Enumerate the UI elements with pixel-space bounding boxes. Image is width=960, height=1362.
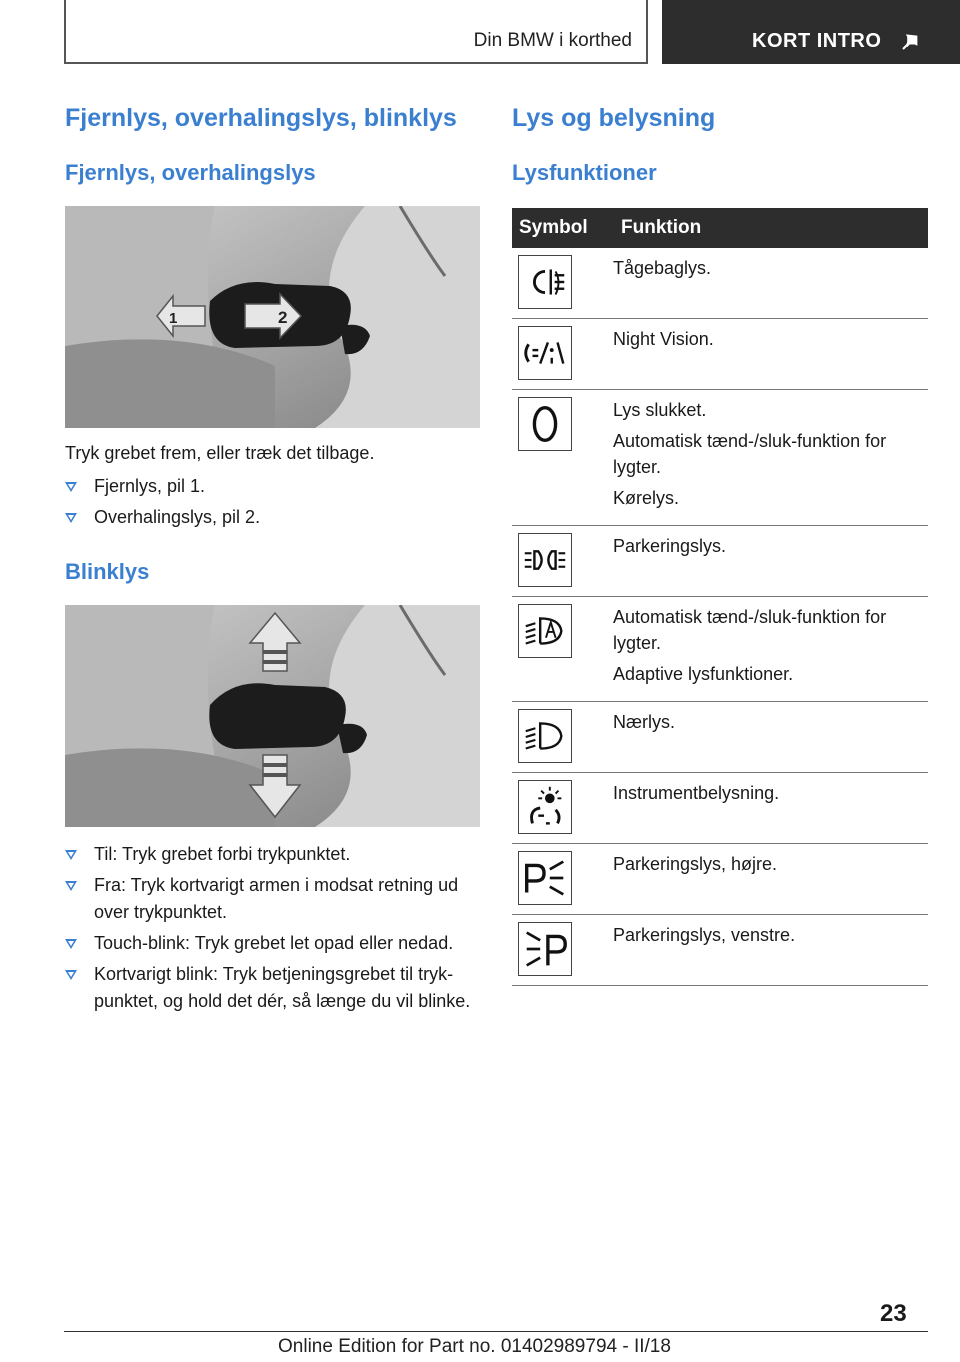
turn-signal-list xyxy=(65,841,480,1015)
table-row xyxy=(512,915,928,986)
chapter-tab-label: KORT INTRO xyxy=(752,30,882,52)
photo-label-2: 2 xyxy=(278,308,288,327)
list-item xyxy=(65,961,480,1015)
bullet-triangle-icon xyxy=(65,939,77,949)
col-header-function: Funktion xyxy=(613,208,928,248)
table-row xyxy=(512,773,928,844)
high-beam-instruction: Tryk grebet frem, eller træk det tilbage. xyxy=(65,443,375,463)
list-item-text: Fjernlys, pil 1. xyxy=(94,476,206,496)
subheading-light-functions: Lysfunktioner xyxy=(512,160,657,185)
table-row xyxy=(512,597,928,702)
header-box xyxy=(64,0,648,64)
bullet-triangle-icon xyxy=(65,513,77,523)
low-beam-icon xyxy=(518,709,572,763)
section-title-beam: Fjernlys, overhalingslys, blinklys xyxy=(65,104,457,132)
function-text: Parkeringslys, venstre. xyxy=(613,925,796,945)
photo-label-1: 1 xyxy=(169,310,178,327)
instrument-lighting-icon xyxy=(518,780,572,834)
table-row xyxy=(512,844,928,915)
list-item xyxy=(65,872,480,926)
stalk-photo-turn-signal xyxy=(65,605,480,827)
list-item-text: Fra: Tryk kortvarigt armen i modsat retning ud over trykpunktet. xyxy=(94,875,459,922)
bullet-triangle-icon xyxy=(65,850,77,860)
table-row xyxy=(512,248,928,319)
list-item-text: Touch-blink: Tryk grebet let opad eller nedad. xyxy=(94,933,454,953)
pin-icon xyxy=(900,30,922,52)
function-text: Kørelys. xyxy=(613,488,680,508)
left-column xyxy=(65,100,480,1019)
table-header-row xyxy=(512,208,928,248)
table-row xyxy=(512,319,928,390)
function-text: Lys slukket. xyxy=(613,400,707,420)
function-text: Tågebaglys. xyxy=(613,258,712,278)
function-text: Automatisk tænd-/sluk-funktion for lygter. xyxy=(613,431,887,477)
high-beam-list xyxy=(65,473,480,531)
footer-divider xyxy=(64,1331,928,1332)
subheading-turn-signal: Blinklys xyxy=(65,559,150,584)
section-title-lights: Lys og belysning xyxy=(512,104,716,132)
function-text: Parkeringslys. xyxy=(613,536,727,556)
function-text: Automatisk tænd-/sluk-funktion for lygter. xyxy=(613,607,887,653)
table-row xyxy=(512,390,928,526)
function-text: Adaptive lysfunktioner. xyxy=(613,664,794,684)
rear-fog-light-icon xyxy=(518,255,572,309)
table-row xyxy=(512,702,928,773)
list-item xyxy=(65,473,480,500)
list-item-text: Overhalingslys, pil 2. xyxy=(94,507,261,527)
parking-light-right-icon xyxy=(518,851,572,905)
stalk-photo-high-beam xyxy=(65,206,480,428)
function-text: Instrumentbelysning. xyxy=(613,783,780,803)
table-row xyxy=(512,526,928,597)
auto-headlight-icon xyxy=(518,604,572,658)
chapter-title: Din BMW i korthed xyxy=(473,30,632,51)
col-header-symbol: Symbol xyxy=(512,208,613,248)
night-vision-icon xyxy=(518,326,572,380)
page-number: 23 xyxy=(880,1300,907,1327)
parking-light-left-icon xyxy=(518,922,572,976)
light-functions-table xyxy=(512,208,928,986)
bullet-triangle-icon xyxy=(65,482,77,492)
function-text: Night Vision. xyxy=(613,329,714,349)
bullet-triangle-icon xyxy=(65,881,77,891)
subheading-high-beam: Fjernlys, overhalingslys xyxy=(65,160,316,185)
function-text: Parkeringslys, højre. xyxy=(613,854,778,874)
footer-edition: Online Edition for Part no. 01402989794 - II/18 xyxy=(278,1336,671,1357)
bullet-triangle-icon xyxy=(65,970,77,980)
lights-off-icon xyxy=(518,397,572,451)
list-item-text: Til: Tryk grebet forbi trykpunktet. xyxy=(94,844,351,864)
parking-lights-icon xyxy=(518,533,572,587)
list-item-text: Kortvarigt blink: Tryk betjeningsgrebet til tryk-punktet, og hold det dér, så længe du vil blinke. xyxy=(94,964,471,1011)
chapter-tab[interactable] xyxy=(662,0,960,64)
list-item xyxy=(65,930,480,957)
list-item xyxy=(65,504,480,531)
function-text: Nærlys. xyxy=(613,712,675,732)
right-column xyxy=(512,100,928,986)
list-item xyxy=(65,841,480,868)
